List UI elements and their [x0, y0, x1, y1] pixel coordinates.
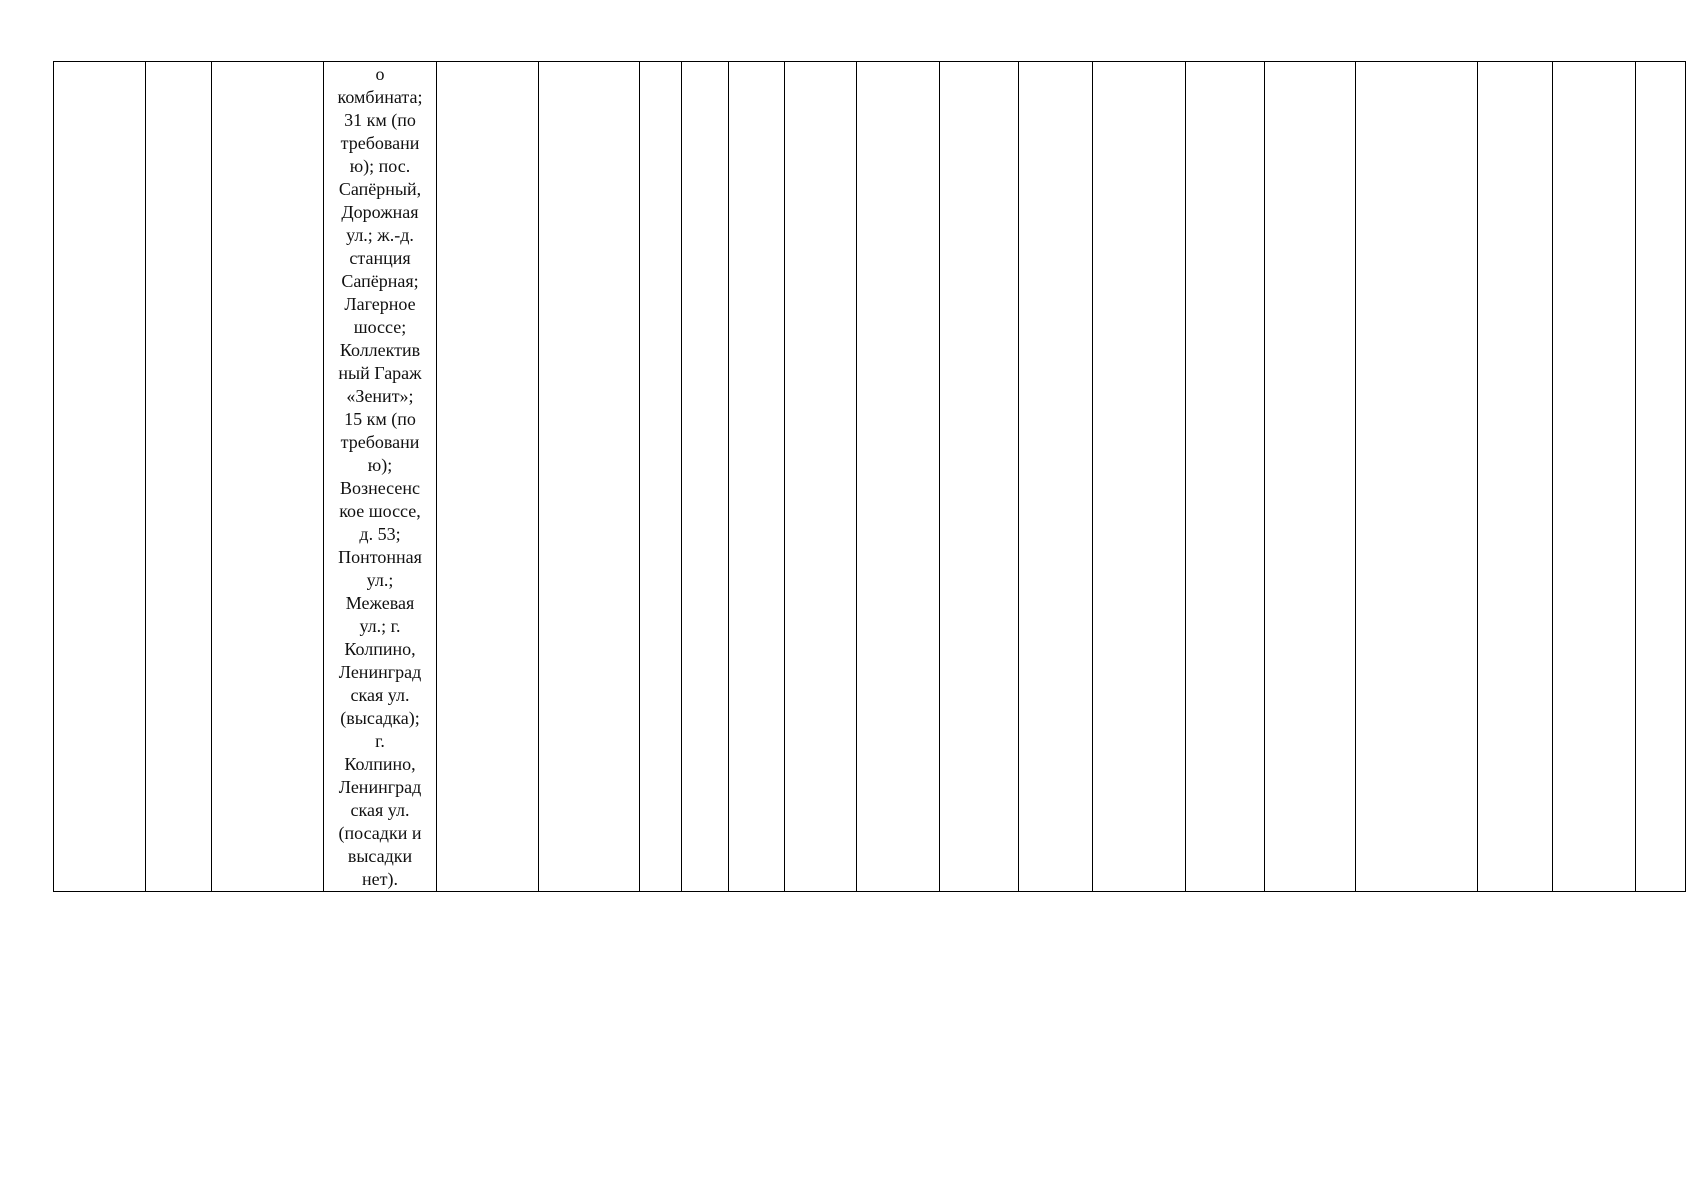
- table-cell: [539, 62, 640, 892]
- table-row: [54, 62, 1686, 892]
- table-cell: [146, 62, 212, 892]
- table-cell: [1478, 62, 1553, 892]
- table-cell: [1186, 62, 1265, 892]
- table-cell: [640, 62, 682, 892]
- table-cell: [1356, 62, 1478, 892]
- table-cell: [54, 62, 146, 892]
- table-cell: [729, 62, 785, 892]
- table-cell: [1019, 62, 1093, 892]
- table-cell: [1636, 62, 1686, 892]
- table-cell: [1265, 62, 1356, 892]
- table-cell: [857, 62, 940, 892]
- stops-list-text: о комбината; 31 км (по требовани ю); пос. Сапёрный, Дорожная ул.; ж.-д. станция Сапёрная; Лагерное шоссе; Коллектив ный Гараж «Зенит»; 15 км (по требовани ю); Вознесенс кое шоссе, д. 53; Понтонная ул.; Межевая ул.; г. Колпино, Ленинград ская ул. (высадка); г. Колпино, Ленинград ская ул. (посадки и высадки нет).: [337, 64, 423, 889]
- stops-list-cell: [324, 62, 437, 892]
- table-cell: [785, 62, 857, 892]
- route-table: [53, 61, 1686, 892]
- table-cell: [1553, 62, 1636, 892]
- table-cell: [682, 62, 729, 892]
- table-cell: [940, 62, 1019, 892]
- table-cell: [1093, 62, 1186, 892]
- table-cell: [437, 62, 539, 892]
- table-cell: [212, 62, 324, 892]
